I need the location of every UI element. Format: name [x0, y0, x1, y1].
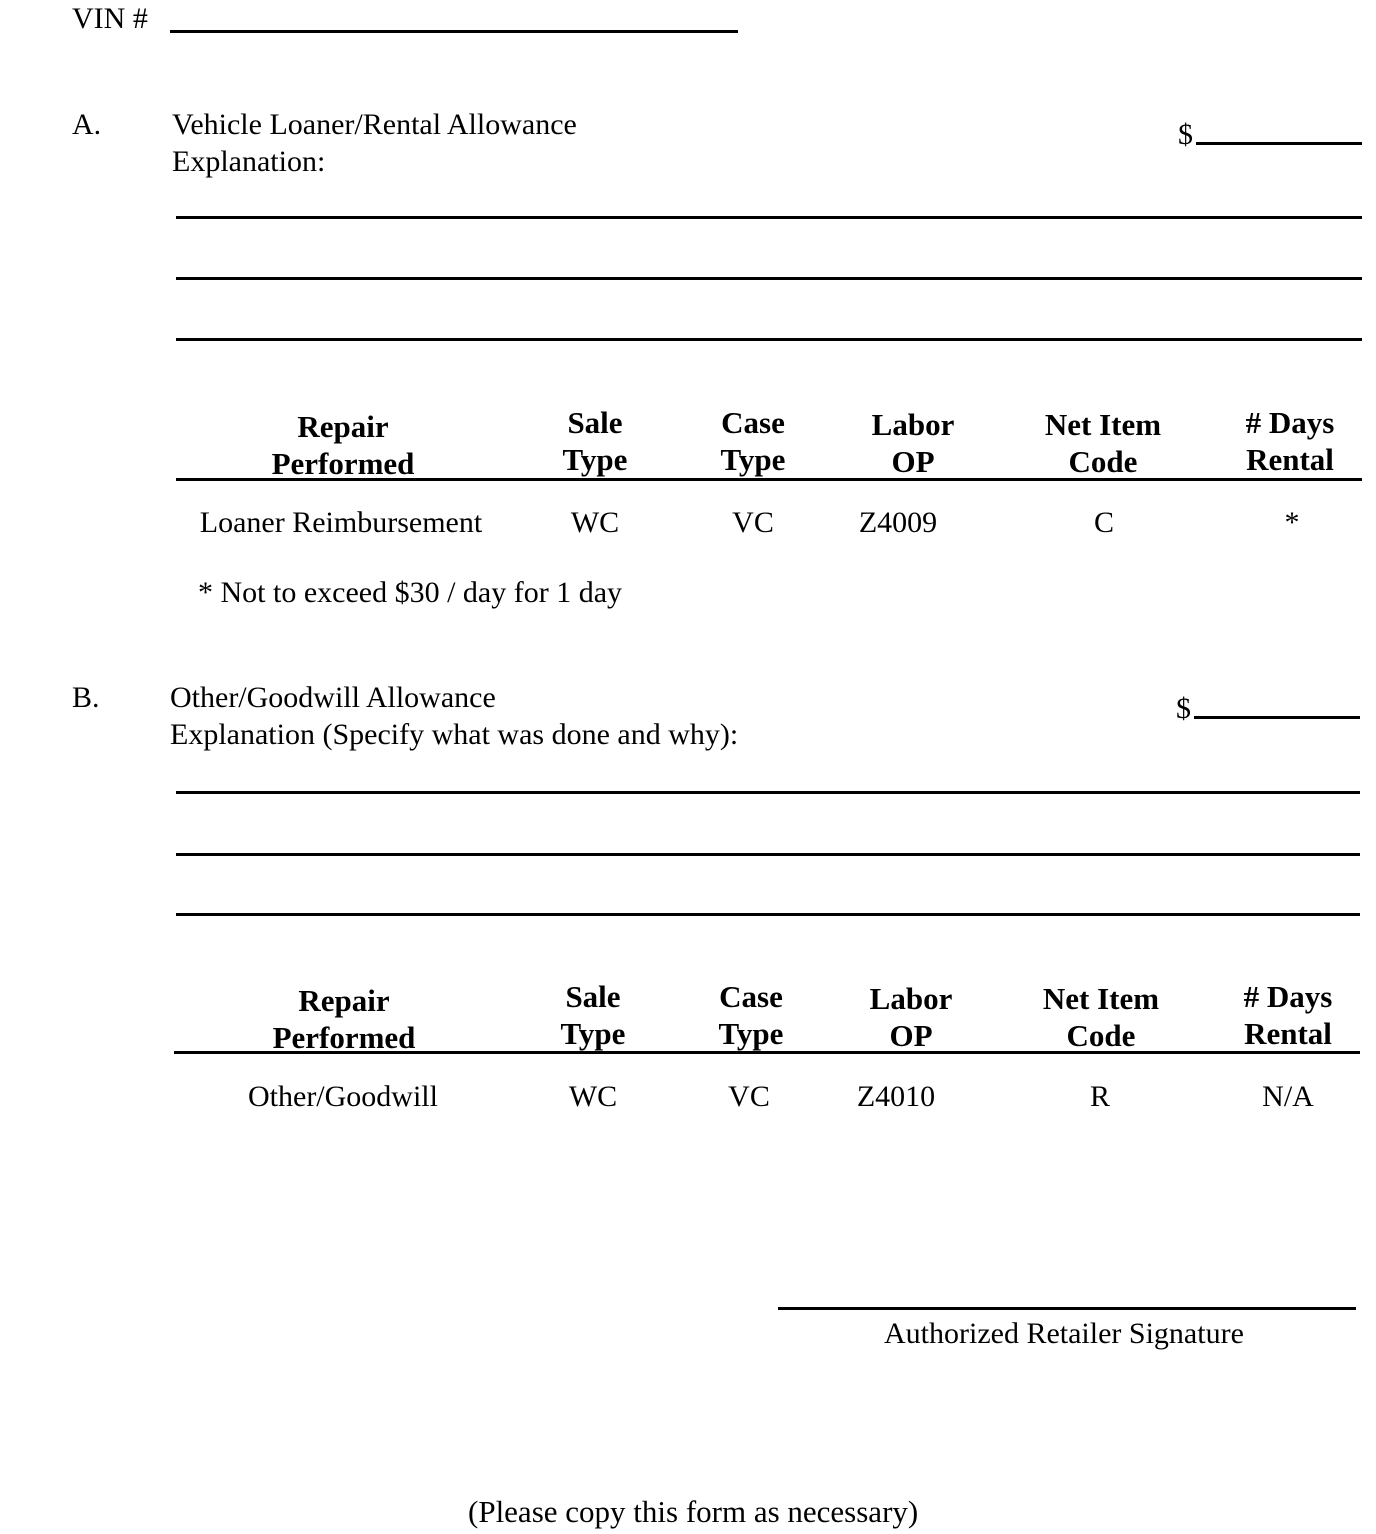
col-header-net-item-code: Net Item Code [1044, 407, 1162, 479]
row-net-item-code: C [1093, 506, 1114, 539]
section-b-letter: B. [72, 681, 100, 714]
section-b-explanation-line[interactable] [176, 913, 1360, 916]
section-b-currency: $ [1176, 692, 1191, 725]
row-case-type: VC [728, 1080, 770, 1113]
signature-label: Authorized Retailer Signature [884, 1317, 1244, 1350]
footer-note: (Please copy this form as necessary) [468, 1494, 919, 1529]
col-header-sale-type: Sale Type [562, 405, 628, 477]
row-case-type: VC [732, 506, 774, 539]
row-repair-performed: Loaner Reimbursement [199, 506, 483, 539]
row-labor-op: Z4010 [856, 1080, 936, 1113]
row-net-item-code: R [1089, 1080, 1110, 1113]
col-header-labor-op: Labor OP [871, 407, 955, 479]
section-b-explanation-line[interactable] [176, 791, 1360, 794]
row-days-rental: N/A [1262, 1080, 1314, 1113]
signature-field[interactable] [778, 1307, 1356, 1310]
col-header-case-type: Case Type [720, 405, 786, 477]
vin-label: VIN # [72, 2, 148, 35]
section-b-title: Other/Goodwill Allowance [170, 681, 496, 714]
section-a-explanation-line[interactable] [176, 338, 1362, 341]
section-a-letter: A. [72, 108, 102, 141]
section-b-explanation-line[interactable] [176, 853, 1360, 856]
row-days-rental: * [1284, 506, 1300, 539]
section-a-explanation-line[interactable] [176, 277, 1362, 280]
col-header-days-rental: # Days Rental [1243, 979, 1333, 1051]
row-labor-op: Z4009 [858, 506, 938, 539]
col-header-labor-op: Labor OP [869, 981, 953, 1053]
table-header-divider [174, 1051, 1360, 1054]
section-b-amount-field[interactable] [1194, 716, 1360, 719]
section-a-currency: $ [1178, 118, 1193, 151]
col-header-days-rental: # Days Rental [1245, 405, 1335, 477]
col-header-net-item-code: Net Item Code [1042, 981, 1160, 1053]
row-sale-type: WC [570, 506, 620, 539]
section-a-amount-field[interactable] [1196, 142, 1362, 145]
col-header-sale-type: Sale Type [560, 979, 626, 1051]
row-repair-performed: Other/Goodwill [248, 1080, 438, 1113]
section-a-title: Vehicle Loaner/Rental Allowance [172, 108, 577, 141]
vin-field[interactable] [170, 30, 738, 33]
col-header-case-type: Case Type [718, 979, 784, 1051]
table-header-divider [176, 478, 1362, 481]
section-a-explanation-line[interactable] [176, 216, 1362, 219]
section-a-explanation-label: Explanation: [172, 145, 326, 178]
row-sale-type: WC [568, 1080, 618, 1113]
col-header-repair-performed: Repair Performed [271, 409, 415, 481]
section-b-explanation-label: Explanation (Specify what was done and why): [170, 718, 739, 751]
section-a-footnote: * Not to exceed $30 / day for 1 day [198, 576, 623, 609]
col-header-repair-performed: Repair Performed [272, 983, 416, 1055]
